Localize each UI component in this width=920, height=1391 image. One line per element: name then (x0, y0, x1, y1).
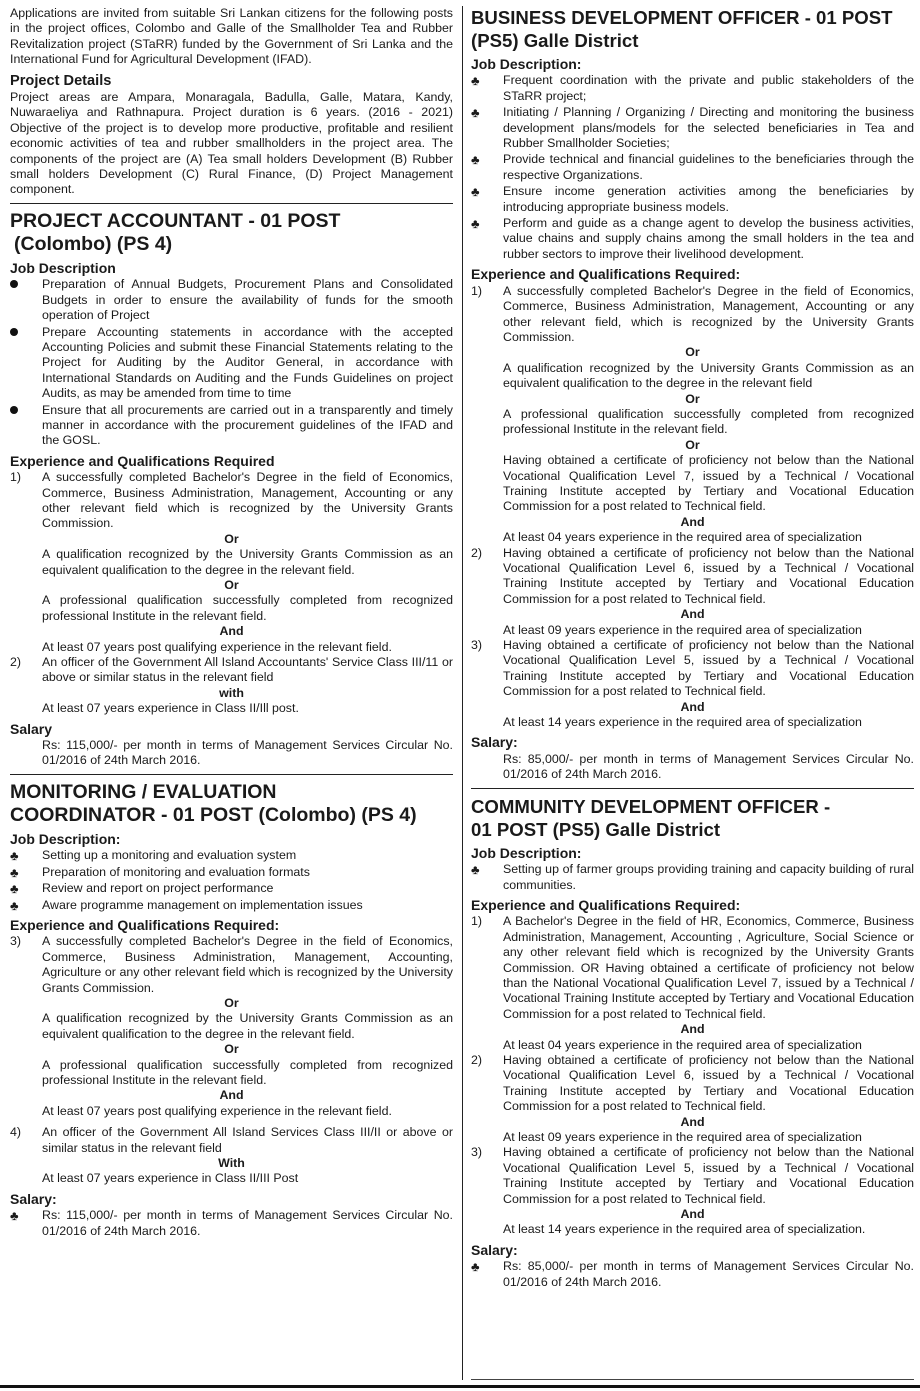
or-separator: Or (224, 531, 239, 546)
salary-heading: Salary (10, 720, 53, 737)
list-item: ♣ Perform and guide as a change agent to develop the business activities, value chains and supply chains among the small holders in the tea and rubber sectors to improve their livelihood development. (471, 216, 914, 261)
qualifications-heading: Experience and Qualifications Required: (471, 266, 741, 283)
qualifications-heading: Experience and Qualifications Required (10, 452, 275, 469)
qualification-text: Having obtained a certificate of proficiency not below than the National Vocational Qualification Level 7, issued by a Technical / Vocational Training Institute accepted by Tertiary and Vocational Education Commission for a post related to Technical field. (503, 453, 914, 514)
monitoring-evaluation-section (10, 781, 453, 1239)
list-item: Prepare Accounting statements in accordance with the accepted Accounting Policies and submit these Financial Statements relating to the Project for Auditing by the Auditor General, in accordance with International Standards on Auditing and the Funds Guidelines on project Audits, as may be amended from time to time (10, 325, 453, 402)
list-item: ♣ Review and report on project performance (10, 881, 274, 897)
club-icon: ♣ (471, 216, 480, 232)
salary-heading: Salary: (10, 1190, 57, 1207)
qualification-text: At least 07 years post qualifying experience in the relevant field. (42, 639, 392, 654)
qualification-item: 3) Having obtained a certificate of proficiency not below than the National Vocational Qualification Level 5, issued by a Technical / Vocational Training Institute accepted by Tertiary and Vocational Education Commission for a post related to Technical field. (471, 1145, 914, 1206)
and-separator: And (680, 699, 705, 714)
right-column (471, 6, 914, 1291)
qualification-item: 2) Having obtained a certificate of proficiency not below than the National Vocational Qualification Level 6, issued by a Technical / Vocational Training Institute accepted by Tertiary and Vocational Education Commission for a post related to Technical field. (471, 1052, 914, 1114)
bullet-icon (10, 280, 18, 288)
qualification-text: At least 07 years post qualifying experience in the relevant field. (42, 1103, 392, 1118)
qualification-text: A professional qualification successfully completed from recognized professional Institute in the relevant field. (42, 593, 453, 623)
job-description-heading: Job Description (10, 259, 116, 276)
post-title: COMMUNITY DEVELOPMENT OFFICER - (471, 795, 831, 817)
post-title-line2: (Colombo) (PS 4) (14, 232, 173, 255)
qualification-item: 1) A successfully completed Bachelor's Degree in the field of Economics, Commerce, Business Administration, Management, Accounting or any other relevant field which is recognized by the University Grants Commission. (10, 470, 453, 531)
and-separator: And (680, 1114, 705, 1129)
qualification-text: At least 09 years experience in the required area of specialization (503, 1130, 862, 1144)
or-separator: Or (685, 437, 700, 452)
post-title-line2: 01 POST (PS5) Galle District (471, 818, 721, 840)
qualification-item: 3) A successfully completed Bachelor's Degree in the field of Economics, Commerce, Business Administration, Management, Accounting, Agriculture or any other relevant field which is recognized by the University Grants Commission. (10, 934, 453, 995)
qualification-text: A qualification recognized by the University Grants Commission as an equivalent qualification to the degree in the relevant field (503, 360, 914, 391)
list-item: ♣ Preparation of monitoring and evaluation formats (10, 864, 310, 880)
list-item: ♣ Frequent coordination with the private and public stakeholders of the STaRR project; (471, 73, 914, 103)
or-separator: Or (685, 345, 700, 360)
club-icon: ♣ (471, 862, 480, 878)
bullet-icon (10, 328, 18, 336)
list-item: ♣ Ensure income generation activities among the beneficiaries by introducing appropriate business models. (471, 184, 914, 214)
project-details-title: Project Details (10, 72, 112, 89)
salary-heading: Salary: (471, 1241, 518, 1258)
club-icon: ♣ (471, 1259, 480, 1275)
qualifications-heading: Experience and Qualifications Required: (471, 896, 741, 913)
list-item: ♣ Rs: 85,000/- per month in terms of Management Services Circular No. 01/2016 of 24th March 2016. (471, 1259, 914, 1289)
list-item: ♣ Aware programme management on implementation issues (10, 897, 363, 913)
section-divider (10, 203, 453, 204)
post-title-line2: COORDINATOR - 01 POST (Colombo) (PS 4) (10, 803, 417, 826)
and-separator: And (680, 1022, 705, 1037)
job-description-heading: Job Description: (471, 844, 582, 861)
job-description-list (10, 277, 453, 448)
list-item: ♣ Setting up a monitoring and evaluation system (10, 848, 297, 864)
project-accountant-section (10, 210, 453, 769)
and-separator: And (680, 514, 705, 529)
list-item: Preparation of Annual Budgets, Procurement Plans and Consolidated Budgets in order to ensure the availability of funds for the smooth operation of Project (10, 277, 453, 323)
and-separator: And (219, 624, 244, 639)
business-development-officer-section (471, 6, 914, 783)
list-item: ♣ Rs: 115,000/- per month in terms of Management Services Circular No. 01/2016 of 24th March 2016. (10, 1208, 453, 1238)
post-title: MONITORING / EVALUATION (10, 780, 277, 803)
section-divider (471, 1379, 914, 1380)
club-icon: ♣ (471, 152, 480, 168)
salary-list (10, 1208, 453, 1239)
or-separator: Or (685, 391, 700, 406)
job-description-heading: Job Description: (471, 56, 582, 72)
club-icon: ♣ (10, 897, 19, 913)
qualification-text: A professional qualification successfully completed from recognized professional Institute in the relevant field. (42, 1057, 453, 1087)
and-separator: And (219, 1088, 244, 1103)
intro-paragraph: Applications are invited from suitable Sri Lankan citizens for the following posts in the project offices, Colombo and Galle of the Smallholder Tea and Rubber Revitalization project (STaRR) funded by the Government of Sri Lanka and the International Fund for Agricultural Development (IFAD). (10, 6, 453, 67)
club-icon: ♣ (10, 848, 19, 864)
post-title: BUSINESS DEVELOPMENT OFFICER - 01 POST (471, 7, 893, 28)
qualification-text: At least 07 years experience in Class II/III Post (42, 1171, 299, 1186)
salary-list (471, 1259, 914, 1290)
qualification-text: A professional qualification successfully completed from recognized professional Institute in the relevant field. (503, 406, 914, 437)
page-bottom-rule (0, 1385, 920, 1388)
or-separator: Or (224, 995, 239, 1010)
club-icon: ♣ (10, 1208, 19, 1224)
left-column (10, 6, 453, 1240)
qualification-item: 4) An officer of the Government All Island Services Class III/II or above or similar status in the relevant field (10, 1125, 453, 1155)
with-separator: with (219, 685, 244, 700)
post-title: PROJECT ACCOUNTANT - 01 POST (10, 209, 341, 232)
post-title-line2: (PS5) Galle District (471, 30, 639, 51)
section-divider (10, 774, 453, 775)
list-item: ♣ Initiating / Planning / Organizing / Directing and monitoring the business development plans/models for the selected beneficiaries in Tea and Rubber Smallholder Societies; (471, 105, 914, 151)
salary-text: Rs: 115,000/- per month in terms of Management Services Circular No. 01/2016 of 24th March 2016. (42, 738, 453, 768)
and-separator: And (680, 1207, 705, 1222)
community-development-officer-section (471, 795, 914, 1290)
column-divider (462, 6, 463, 1380)
job-description-list (10, 848, 453, 913)
qualification-text: At least 14 years experience in the required area of specialization. (503, 1222, 866, 1237)
qualification-item: 2) Having obtained a certificate of proficiency not below than the National Vocational Qualification Level 6, issued by a Technical / Vocational Training Institute accepted by Tertiary and Vocational Education Commission for a post related to Technical field. (471, 545, 914, 606)
qualification-item: 1) A successfully completed Bachelor's Degree in the field of Economics, Commerce, Business Administration, Management, Accounting or any other relevant field, which is recognized by the University Grants Commission. (471, 283, 914, 344)
qualification-item: 2) An officer of the Government All Island Accountants' Service Class III/11 or above or similar status in the relevant field (10, 655, 453, 685)
club-icon: ♣ (10, 881, 19, 897)
qualification-text: At least 04 years experience in the required area of specialization (503, 1037, 862, 1052)
qualification-text: At least 04 years experience in the required area of specialization (503, 530, 862, 545)
salary-text: Rs: 85,000/- per month in terms of Management Services Circular No. 01/2016 of 24th March 2016. (503, 751, 914, 782)
club-icon: ♣ (471, 184, 480, 200)
qualifications-heading: Experience and Qualifications Required: (10, 916, 280, 933)
job-description-list (471, 73, 914, 262)
qualification-text: At least 09 years experience in the required area of specialization (503, 622, 862, 637)
or-separator: Or (224, 1042, 239, 1057)
or-separator: Or (224, 578, 239, 592)
club-icon: ♣ (10, 864, 19, 880)
qualification-text: A qualification recognized by the University Grants Commission as an equivalent qualification to the degree in the relevant field. (42, 547, 453, 577)
qualification-text: A qualification recognized by the University Grants Commission as an equivalent qualification to the degree in the relevant field. (42, 1011, 453, 1041)
job-description-heading: Job Description: (10, 830, 121, 847)
section-divider (471, 788, 914, 789)
list-item: Ensure that all procurements are carried out in a transparently and timely manner in accordance with the procurement guidelines of the IFAD and the GOSL. (10, 403, 453, 449)
list-item: ♣ Setting up of farmer groups providing training and capacity building of rural communities. (471, 862, 914, 892)
bullet-icon (10, 406, 18, 414)
project-details-text: Project areas are Ampara, Monaragala, Badulla, Galle, Matara, Kandy, Nuwaraeliya and Rathnapura. Project duration is 6 years. (2016 - 2021) Objective of the project is to develop more productive, profitable and resilient economic activities of tea and rubber smallholders in the project area. The components of the project are (A) Tea small holders Development (B) Rubber small holders Development (C) Rural Finance, (D) Project Management component. (10, 90, 453, 197)
club-icon: ♣ (471, 73, 480, 89)
and-separator: And (680, 607, 705, 622)
salary-heading: Salary: (471, 734, 518, 751)
job-description-list (471, 862, 914, 893)
club-icon: ♣ (471, 105, 480, 121)
qualification-text: At least 14 years experience in the required area of specialization (503, 715, 862, 730)
qualification-item: 1) A Bachelor's Degree in the field of HR, Economics, Commerce, Business Administration, Management, Accounting , Agriculture, Social Science or any other relevant field which is recognized by the University Grants Commission. OR Having obtained a certificate of proficiency not below than the National Vocational Qualification Level 7, issued by a Technical / Vocational Training Institute accepted by Tertiary and Vocational Education Commission for a post related to Technical field. (471, 914, 914, 1021)
qualification-text: At least 07 years experience in Class II/Ill post. (42, 701, 299, 716)
qualification-item: 3) Having obtained a certificate of proficiency not below than the National Vocational Qualification Level 5, issued by a Technical / Vocational Training Institute accepted by Tertiary and Vocational Education Commission for a post related to Technical field. (471, 638, 914, 699)
list-item: ♣ Provide technical and financial guidelines to the beneficiaries through the respective Organizations. (471, 152, 914, 182)
with-separator: With (218, 1156, 245, 1170)
